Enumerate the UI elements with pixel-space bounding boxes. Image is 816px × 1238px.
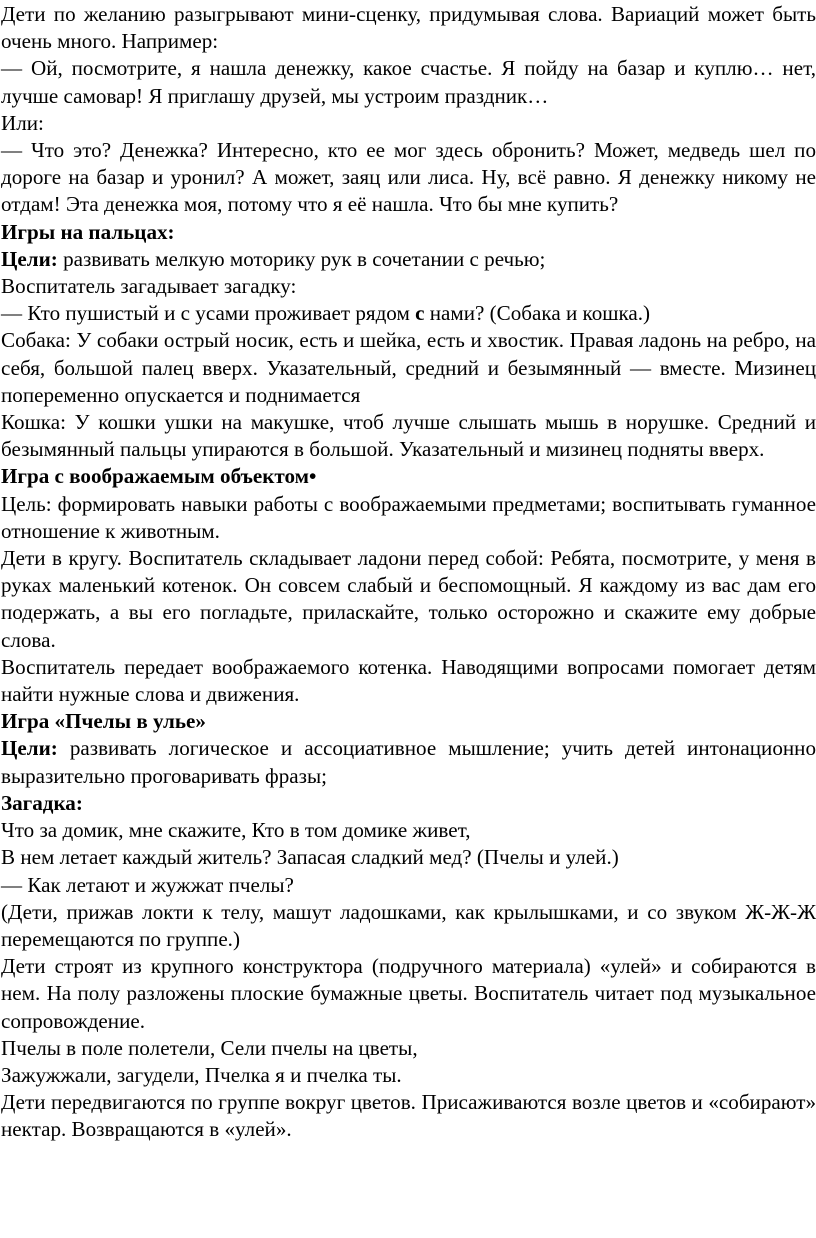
goals-label-1: Цели:	[1, 246, 58, 271]
paragraph-goals-1	[1, 246, 816, 273]
heading-imaginary-object: Игра с воображаемым объектом•	[1, 464, 317, 489]
paragraph-poem-line-1: Пчелы в поле полетели, Сели пчелы на цветы,	[1, 1035, 418, 1060]
heading-riddle: Загадка:	[1, 790, 83, 815]
goals-label-2: Цели:	[1, 736, 58, 761]
paragraph-riddle-line-2: В нем летает каждый житель? Запасая сладкий мед? (Пчелы и улей.)	[1, 845, 619, 870]
riddle-question-bold-letter: с	[415, 301, 425, 326]
goals-text-2: развивать логическое и ассоциативное мышление; учить детей интонационно выразительно проговаривать фразы;	[1, 736, 816, 788]
paragraph-dog: Собака: У собаки острый носик, есть и шейка, есть и хвостик. Правая ладонь на ребро, на себя, большой палец вверх. Указательный, средний и безымянный — вместе. Мизинец попеременно опускается и поднимается	[1, 328, 816, 407]
paragraph-dialogue-2: — Что это? Денежка? Интересно, кто ее мог здесь обронить? Может, медведь шел по дороге на базар и уронил? А может, заяц или лиса. Ну, всё равно. Я денежку никому не отдам! Эта денежка моя, потому что я её нашла. Что бы мне купить?	[1, 138, 816, 217]
paragraph-nectar: Дети передвигаются по группе вокруг цветов. Присаживаются возле цветов и «собирают» нектар. Возвращаются в «улей».	[1, 1090, 816, 1142]
paragraph-cat: Кошка: У кошки ушки на макушке, чтоб лучше слышать мышь в норушке. Средний и безымянный пальцы упираются в большой. Указательный и мизинец подняты вверх.	[1, 410, 816, 462]
paragraph-pass-kitten: Воспитатель передает воображаемого котенка. Наводящими вопросами помогает детям найти нужные слова и движения.	[1, 654, 816, 707]
paragraph-poem-line-2: Зажужжали, загудели, Пчелка я и пчелка ты.	[1, 1062, 402, 1087]
paragraph-bees-question: — Как летают и жужжат пчелы?	[1, 872, 294, 897]
paragraph-dialogue-1: — Ой, посмотрите, я нашла денежку, какое счастье. Я пойду на базар и куплю… нет, лучше самовар! Я приглашу друзей, мы устроим праздник…	[1, 56, 816, 108]
paragraph-intro: Дети по желанию разыгрывают мини-сценку, придумывая слова. Вариаций может быть очень много. Например:	[1, 2, 816, 54]
paragraph-riddle-line-1: Что за домик, мне скажите, Кто в том домике живет,	[1, 818, 471, 843]
riddle-question-part-2: нами? (Собака и кошка.)	[424, 301, 651, 326]
goals-text-1: развивать мелкую моторику рук в сочетании с речью;	[57, 246, 546, 271]
riddle-question-part-1: — Кто пушистый и с усами проживает рядом	[1, 301, 416, 326]
paragraph-kitten: Дети в кругу. Воспитатель складывает ладони перед собой: Ребята, посмотрите, у меня в руках маленький котенок. Он совсем слабый и беспомощный. Я каждому из вас дам его подержать, а вы его погладьте, приласкайте, только осторожно и скажите ему добрые слова.	[1, 546, 816, 652]
paragraph-goals-2	[1, 735, 816, 789]
paragraph-bees-action: (Дети, прижав локти к телу, машут ладошками, как крылышками, и со звуком Ж-Ж-Ж перемещаются по группе.)	[1, 899, 816, 951]
paragraph-hive: Дети строят из крупного конструктора (подручного материала) «улей» и собираются в нем. На полу разложены плоские бумажные цветы. Воспитатель читает под музыкальное сопровождение.	[1, 954, 816, 1033]
paragraph-riddle-intro: Воспитатель загадывает загадку:	[1, 274, 297, 299]
paragraph-riddle-question	[1, 300, 816, 327]
heading-bees-game: Игра «Пчелы в улье»	[1, 709, 206, 734]
heading-finger-games: Игры на пальцах:	[1, 219, 175, 244]
paragraph-goal-imaginary: Цель: формировать навыки работы с воображаемыми предметами; воспитывать гуманное отношение к животным.	[1, 491, 816, 543]
paragraph-or: Или:	[1, 110, 44, 135]
